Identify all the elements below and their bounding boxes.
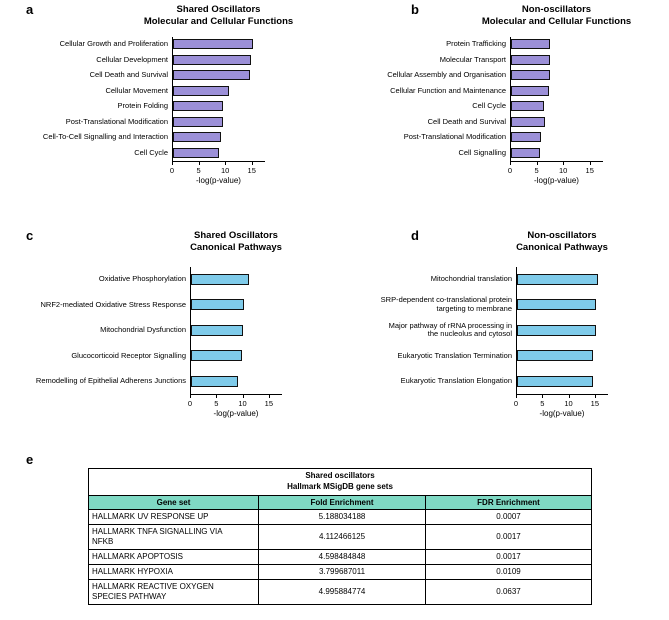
bar-row xyxy=(385,145,669,161)
x-tick xyxy=(216,395,217,398)
bar-row xyxy=(385,99,669,115)
x-tick xyxy=(516,395,517,398)
bar-row xyxy=(37,130,334,146)
table-title xyxy=(89,469,592,496)
category-label: Post-Translational Modification xyxy=(65,116,168,126)
category-label: Eukaryotic Translation Termination xyxy=(397,350,512,360)
bar-row xyxy=(385,68,669,84)
bar-track xyxy=(510,130,603,146)
gene-set-cell: HALLMARK HYPOXIA xyxy=(89,564,259,579)
bar-track xyxy=(510,114,603,130)
category-label: Cellular Assembly and Organisation xyxy=(387,70,506,80)
x-tick xyxy=(269,395,270,398)
x-axis-label: -log(p-value) xyxy=(213,409,259,419)
bar-track xyxy=(190,292,282,318)
bar-track xyxy=(172,99,265,115)
category-label: Mitochondrial translation xyxy=(430,274,512,284)
category-label: Cell-To-Cell Signalling and Interaction xyxy=(42,132,168,142)
bar-row xyxy=(385,83,669,99)
fdr-enrichment-cell: 0.0017 xyxy=(426,549,592,564)
x-tick-label: 5 xyxy=(214,399,219,409)
chart-title-line2: Canonical Pathways xyxy=(190,242,282,254)
category-label: NRF2-mediated Oxidative Stress Response xyxy=(40,299,186,309)
fold-enrichment-cell: 5.188034188 xyxy=(259,509,426,524)
x-tick xyxy=(225,162,226,165)
bar xyxy=(511,101,544,111)
bar-row xyxy=(378,292,669,318)
table-row xyxy=(89,549,592,564)
x-tick xyxy=(190,395,191,398)
gene-set-cell: HALLMARK TNFA SIGNALLING VIA NFKB xyxy=(89,524,259,549)
gene-table xyxy=(88,468,592,605)
chart-non-oscillators-pathways xyxy=(334,230,669,423)
category-label: Glucocorticoid Receptor Signalling xyxy=(71,350,186,360)
bar-track xyxy=(190,318,282,344)
x-tick-label: 10 xyxy=(238,399,247,409)
bar-row xyxy=(25,369,334,395)
bar xyxy=(511,39,550,49)
bar xyxy=(511,86,549,96)
bar-track xyxy=(190,343,282,369)
x-tick-label: 5 xyxy=(196,165,201,175)
category-label: Cell Death and Survival xyxy=(427,116,506,126)
gene-set-cell: HALLMARK APOPTOSIS xyxy=(89,549,259,564)
category-label: Cellular Growth and Proliferation xyxy=(59,39,168,49)
x-tick xyxy=(595,395,596,398)
bar xyxy=(173,132,221,142)
x-axis xyxy=(507,161,603,190)
bar-track xyxy=(172,114,265,130)
bar-row xyxy=(25,343,334,369)
bar-row xyxy=(385,37,669,53)
category-label: Molecular Transport xyxy=(439,54,506,64)
bar xyxy=(511,132,541,142)
table-row xyxy=(89,509,592,524)
x-tick xyxy=(537,162,538,165)
panel-letter-e: e xyxy=(26,452,34,467)
fdr-enrichment-cell: 0.0637 xyxy=(426,579,592,604)
x-tick xyxy=(590,162,591,165)
chart-title-line2: Molecular and Cellular Functions xyxy=(481,16,632,28)
gene-set-cell: HALLMARK UV RESPONSE UP xyxy=(89,509,259,524)
bar-row xyxy=(378,369,669,395)
bar-row xyxy=(25,292,334,318)
table-row xyxy=(89,579,592,604)
bar xyxy=(517,376,593,387)
category-label: Cellular Development xyxy=(96,54,168,64)
fold-enrichment-cell: 4.995884774 xyxy=(259,579,426,604)
category-label: Mitochondrial Dysfunction xyxy=(100,325,186,335)
chart-title-line2: Molecular and Cellular Functions xyxy=(143,16,294,28)
panel-letter-c: c xyxy=(26,228,34,243)
bar xyxy=(511,117,545,127)
column-header-fold-enrichment: Fold Enrichment xyxy=(259,495,426,509)
bar-row xyxy=(378,343,669,369)
column-header-fdr-enrichment: FDR Enrichment xyxy=(426,495,592,509)
bar xyxy=(173,55,251,65)
category-label: Protein Trafficking xyxy=(446,39,506,49)
chart-title xyxy=(190,230,282,255)
gene-table-body xyxy=(89,509,592,604)
bar-track xyxy=(172,145,265,161)
category-label: Cell Cycle xyxy=(472,101,506,111)
x-tick xyxy=(542,395,543,398)
bar xyxy=(517,274,598,285)
panel-letter-b: b xyxy=(411,2,419,17)
x-tick-label: 5 xyxy=(540,399,545,409)
category-label: Major pathway of rRNA processing in the nucleolus and cytosol xyxy=(388,320,512,339)
category-label: Oxidative Phosphorylation xyxy=(98,274,186,284)
bar-track xyxy=(510,68,603,84)
x-tick-label: 0 xyxy=(187,399,193,409)
table-row xyxy=(89,524,592,549)
panel-c xyxy=(0,230,334,423)
chart-shared-oscillators-pathways xyxy=(0,230,334,423)
category-label: Remodelling of Epithelial Adherens Junctions xyxy=(35,376,186,386)
bar xyxy=(517,325,596,336)
column-header-gene-set: Gene set xyxy=(89,495,259,509)
category-label: SRP-dependent co-translational protein targeting to membrane xyxy=(380,295,512,313)
category-label: Cellular Function and Maintenance xyxy=(390,85,506,95)
bar xyxy=(517,350,593,361)
category-label: Post-Translational Modification xyxy=(403,132,506,142)
fdr-enrichment-cell: 0.0017 xyxy=(426,524,592,549)
bar-row xyxy=(37,99,334,115)
table-title-row xyxy=(89,469,592,496)
x-axis xyxy=(187,394,282,423)
category-label: Cell Cycle xyxy=(134,147,168,157)
panel-e xyxy=(88,468,592,605)
panel-letter-d: d xyxy=(411,228,419,243)
bar-track xyxy=(172,52,265,68)
chart-shared-oscillators-functions xyxy=(0,4,334,190)
fold-enrichment-cell: 4.598484848 xyxy=(259,549,426,564)
bar-row xyxy=(385,130,669,146)
chart-title-line2: Canonical Pathways xyxy=(516,242,608,254)
bar-row xyxy=(385,114,669,130)
fold-enrichment-cell: 4.112466125 xyxy=(259,524,426,549)
bar xyxy=(173,39,253,49)
chart-title-line1: Non-oscillators xyxy=(521,4,592,15)
bar xyxy=(517,299,596,310)
panel-a xyxy=(0,4,334,190)
bar-track xyxy=(516,292,608,318)
bar xyxy=(173,86,229,96)
bar-row xyxy=(378,318,669,344)
panel-letter-a: a xyxy=(26,2,34,17)
x-tick-label: 15 xyxy=(264,399,274,409)
bar-track xyxy=(516,343,608,369)
x-axis-label: -log(p-value) xyxy=(196,175,241,185)
bar-row xyxy=(385,52,669,68)
panel-b xyxy=(334,4,669,190)
x-tick-label: 10 xyxy=(558,165,568,175)
x-tick-label: 0 xyxy=(507,165,513,175)
x-axis-label: -log(p-value) xyxy=(539,409,585,419)
panel-d xyxy=(334,230,669,423)
x-axis xyxy=(169,161,265,190)
bar-track xyxy=(172,130,265,146)
category-label: Protein Folding xyxy=(117,101,168,111)
bar xyxy=(191,274,249,285)
bar-track xyxy=(172,68,265,84)
bar-track xyxy=(510,83,603,99)
x-tick xyxy=(569,395,570,398)
bar-track xyxy=(172,83,265,99)
table-header-row xyxy=(89,495,592,509)
bar-row xyxy=(25,267,334,293)
bar-track xyxy=(516,318,608,344)
x-tick-label: 0 xyxy=(169,165,175,175)
x-axis-label: -log(p-value) xyxy=(534,175,579,185)
gene-set-cell: HALLMARK REACTIVE OXYGEN SPECIES PATHWAY xyxy=(89,579,259,604)
x-tick-label: 5 xyxy=(534,165,539,175)
x-tick-label: 10 xyxy=(220,165,230,175)
bar-track xyxy=(510,99,603,115)
bar xyxy=(173,117,223,127)
table-row xyxy=(89,564,592,579)
x-tick xyxy=(252,162,253,165)
bar-row xyxy=(37,37,334,53)
bar-track xyxy=(190,267,282,293)
bar xyxy=(173,101,223,111)
bar-track xyxy=(516,369,608,395)
bar-track xyxy=(510,37,603,53)
x-tick xyxy=(563,162,564,165)
chart-title-line1: Non-oscillators xyxy=(527,230,597,241)
x-tick-label: 10 xyxy=(564,399,573,409)
category-label: Cell Death and Survival xyxy=(89,70,168,80)
x-tick-label: 15 xyxy=(590,399,600,409)
bar-track xyxy=(190,369,282,395)
chart-title-line1: Shared Oscillators xyxy=(194,230,278,241)
fdr-enrichment-cell: 0.0109 xyxy=(426,564,592,579)
chart-title-line1: Shared Oscillators xyxy=(176,4,261,15)
category-label: Cell Signalling xyxy=(458,147,506,157)
bar xyxy=(173,70,250,80)
bar-track xyxy=(510,145,603,161)
x-tick xyxy=(199,162,200,165)
bar-row xyxy=(37,52,334,68)
bar xyxy=(511,148,540,158)
x-tick xyxy=(243,395,244,398)
bar-track xyxy=(172,37,265,53)
bar xyxy=(191,376,238,387)
chart-title xyxy=(516,230,608,255)
bar xyxy=(511,70,550,80)
bar-row xyxy=(37,83,334,99)
chart-title xyxy=(481,4,632,29)
x-tick-label: 15 xyxy=(247,165,256,175)
bar xyxy=(173,148,219,158)
bar-track xyxy=(516,267,608,293)
x-axis xyxy=(513,394,608,423)
x-tick xyxy=(510,162,511,165)
fold-enrichment-cell: 3.799687011 xyxy=(259,564,426,579)
table-title-line2: Hallmark MSigDB gene sets xyxy=(287,481,393,491)
table-title-line1: Shared oscillators xyxy=(305,471,375,480)
category-label: Cellular Movement xyxy=(105,85,168,95)
bar xyxy=(191,299,244,310)
bar-row xyxy=(37,145,334,161)
chart-non-oscillators-functions xyxy=(334,4,669,190)
x-tick xyxy=(172,162,173,165)
bar-row xyxy=(37,68,334,84)
bar xyxy=(191,325,243,336)
fdr-enrichment-cell: 0.0007 xyxy=(426,509,592,524)
bar xyxy=(511,55,550,65)
chart-title xyxy=(143,4,294,29)
bar xyxy=(191,350,242,361)
bar-row xyxy=(378,267,669,293)
category-label: Eukaryotic Translation Elongation xyxy=(400,376,512,386)
bar-row xyxy=(25,318,334,344)
x-tick-label: 15 xyxy=(585,165,594,175)
bar-row xyxy=(37,114,334,130)
bar-track xyxy=(510,52,603,68)
x-tick-label: 0 xyxy=(513,399,519,409)
